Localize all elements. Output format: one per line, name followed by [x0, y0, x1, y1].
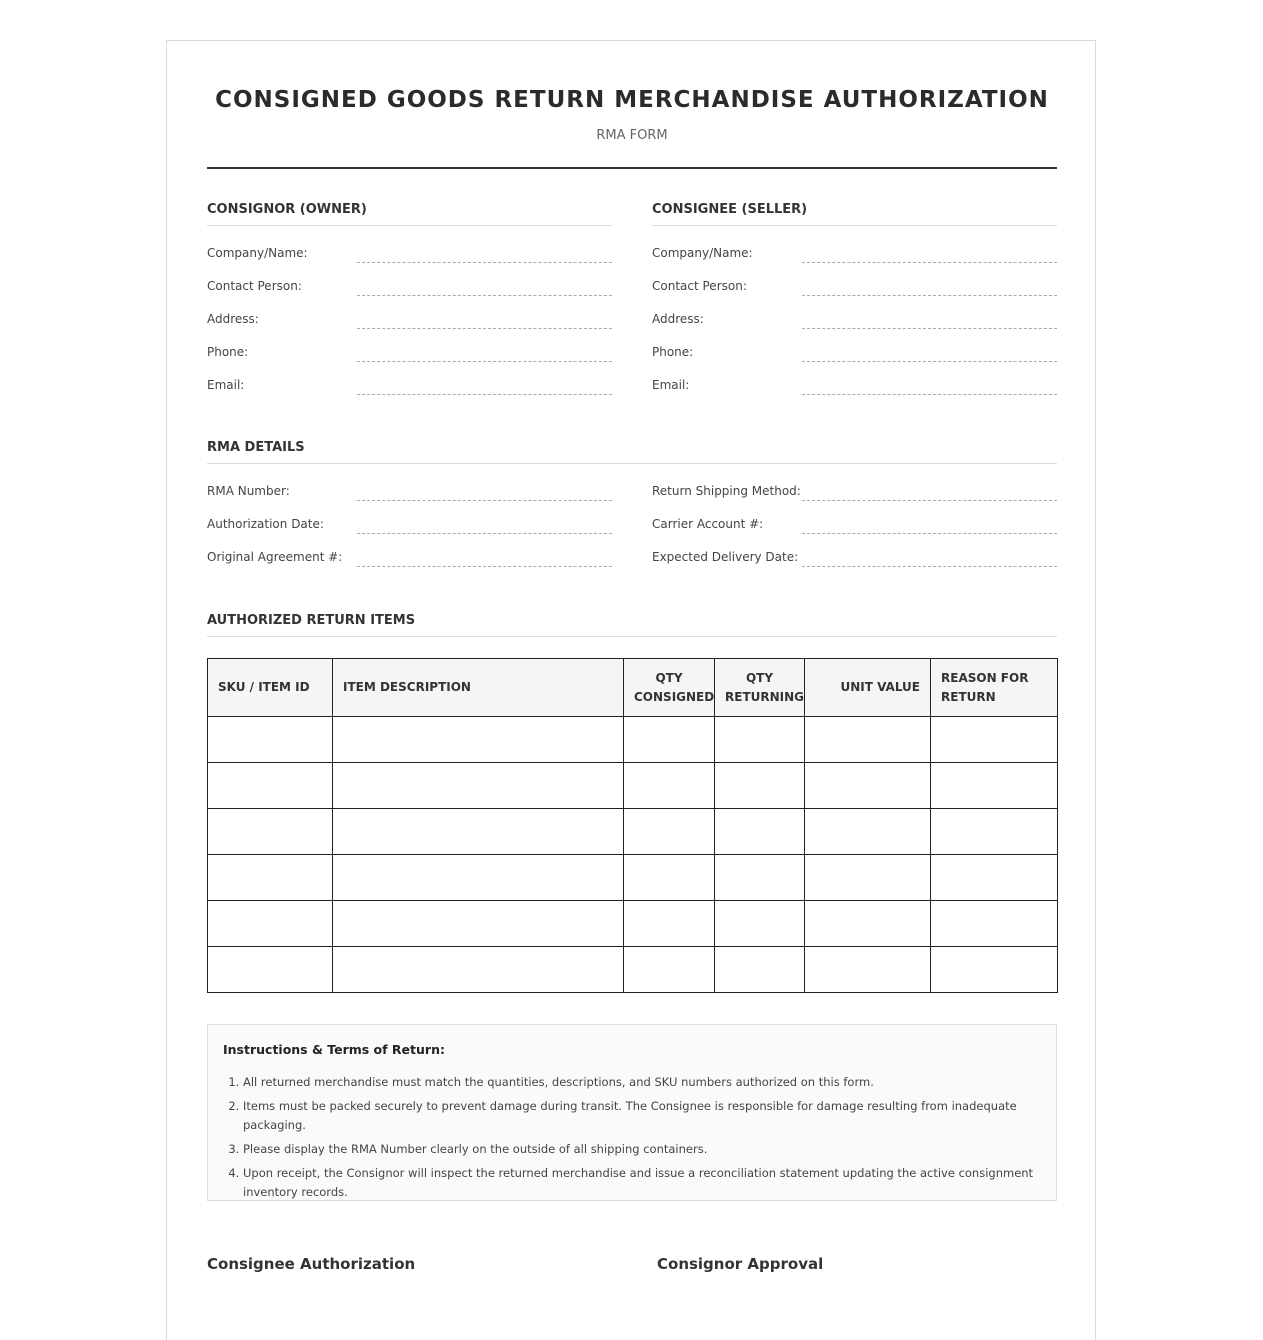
table-cell[interactable]: [333, 947, 624, 993]
table-cell[interactable]: [931, 809, 1058, 855]
header-divider: [207, 167, 1057, 169]
table-cell[interactable]: [208, 855, 333, 901]
table-cell[interactable]: [333, 901, 624, 947]
terms-list: [223, 1073, 1053, 1207]
col-header-qty-consigned: QTY CONSIGNED: [624, 659, 715, 717]
table-cell[interactable]: [805, 763, 931, 809]
carrier-account-field[interactable]: [802, 533, 1057, 534]
terms-item: 3. Please display the RMA Number clearly on the outside of all shipping containers.: [243, 1140, 1053, 1159]
consignor-phone-field[interactable]: [357, 361, 612, 362]
consignee-heading: CONSIGNEE (SELLER): [652, 202, 1057, 226]
col-header-sku: SKU / ITEM ID: [208, 659, 333, 717]
table-cell[interactable]: [931, 717, 1058, 763]
table-cell[interactable]: [624, 947, 715, 993]
terms-item: 2. Items must be packed securely to prevent damage during transit. The Consignee is responsible for damage resulting from inadequate packaging.: [243, 1097, 1053, 1135]
table-cell[interactable]: [333, 809, 624, 855]
table-cell[interactable]: [715, 901, 805, 947]
terms-item: 1. All returned merchandise must match the quantities, descriptions, and SKU numbers authorized on this form.: [243, 1073, 1053, 1092]
expected-delivery-label: Expected Delivery Date:: [652, 550, 799, 564]
col-header-qty-returning: QTY RETURNING: [715, 659, 805, 717]
consignee-company-field[interactable]: [802, 262, 1057, 263]
items-heading: AUTHORIZED RETURN ITEMS: [207, 613, 1057, 637]
table-cell[interactable]: [333, 717, 624, 763]
col-header-description: ITEM DESCRIPTION: [333, 659, 624, 717]
table-cell[interactable]: [805, 717, 931, 763]
rma-number-field[interactable]: [357, 500, 612, 501]
table-cell[interactable]: [208, 763, 333, 809]
consignee-phone-field[interactable]: [802, 361, 1057, 362]
col-header-reason: REASON FOR RETURN: [931, 659, 1058, 717]
authorization-date-field[interactable]: [357, 533, 612, 534]
table-cell[interactable]: [715, 947, 805, 993]
original-agreement-field[interactable]: [357, 566, 612, 567]
table-row: [208, 717, 1058, 763]
table-cell[interactable]: [208, 947, 333, 993]
table-cell[interactable]: [624, 901, 715, 947]
consignor-email-label: Email:: [207, 378, 245, 392]
consignor-contact-label: Contact Person:: [207, 279, 302, 293]
table-cell[interactable]: [805, 947, 931, 993]
shipping-method-field[interactable]: [802, 500, 1057, 501]
consignor-approval-heading: Consignor Approval: [657, 1255, 824, 1273]
consignor-company-field[interactable]: [357, 262, 612, 263]
table-cell[interactable]: [208, 717, 333, 763]
table-cell[interactable]: [715, 809, 805, 855]
col-header-unit-value: UNIT VALUE: [805, 659, 931, 717]
table-cell[interactable]: [333, 763, 624, 809]
form-subtitle: RMA FORM: [596, 128, 668, 143]
table-row: [208, 763, 1058, 809]
shipping-method-label: Return Shipping Method:: [652, 484, 801, 498]
table-header-row: [208, 659, 1058, 717]
table-cell[interactable]: [805, 901, 931, 947]
rma-form-page: [166, 40, 1096, 1340]
consignee-company-label: Company/Name:: [652, 246, 753, 260]
consignor-contact-field[interactable]: [357, 295, 612, 296]
form-title: CONSIGNED GOODS RETURN MERCHANDISE AUTHORIZATION: [215, 87, 1049, 113]
rma-details-heading: RMA DETAILS: [207, 440, 1057, 464]
table-cell[interactable]: [333, 855, 624, 901]
consignee-contact-label: Contact Person:: [652, 279, 747, 293]
consignee-phone-label: Phone:: [652, 345, 694, 359]
consignee-email-field[interactable]: [802, 394, 1057, 395]
table-cell[interactable]: [208, 901, 333, 947]
carrier-account-label: Carrier Account #:: [652, 517, 764, 531]
consignor-address-field[interactable]: [357, 328, 612, 329]
table-cell[interactable]: [805, 855, 931, 901]
table-cell[interactable]: [931, 855, 1058, 901]
consignor-heading: CONSIGNOR (OWNER): [207, 202, 612, 226]
consignor-address-label: Address:: [207, 312, 259, 326]
expected-delivery-field[interactable]: [802, 566, 1057, 567]
table-cell[interactable]: [931, 947, 1058, 993]
table-row: [208, 855, 1058, 901]
table-cell[interactable]: [805, 809, 931, 855]
consignor-phone-label: Phone:: [207, 345, 249, 359]
consignee-authorization-heading: Consignee Authorization: [207, 1255, 416, 1273]
consignee-contact-field[interactable]: [802, 295, 1057, 296]
table-cell[interactable]: [624, 763, 715, 809]
table-row: [208, 947, 1058, 993]
table-cell[interactable]: [931, 901, 1058, 947]
terms-item: 4. Upon receipt, the Consignor will inspect the returned merchandise and issue a reconciliation statement updating the active consignment inventory records.: [243, 1164, 1053, 1202]
consignor-email-field[interactable]: [357, 394, 612, 395]
terms-title: Instructions & Terms of Return:: [223, 1042, 445, 1057]
consignee-address-label: Address:: [652, 312, 704, 326]
return-items-table: [207, 658, 1058, 993]
table-cell[interactable]: [715, 717, 805, 763]
original-agreement-label: Original Agreement #:: [207, 550, 343, 564]
consignor-company-label: Company/Name:: [207, 246, 308, 260]
table-cell[interactable]: [715, 855, 805, 901]
rma-number-label: RMA Number:: [207, 484, 290, 498]
consignee-email-label: Email:: [652, 378, 690, 392]
authorization-date-label: Authorization Date:: [207, 517, 324, 531]
table-cell[interactable]: [208, 809, 333, 855]
consignee-address-field[interactable]: [802, 328, 1057, 329]
table-cell[interactable]: [624, 855, 715, 901]
terms-box: [207, 1024, 1057, 1201]
table-cell[interactable]: [715, 763, 805, 809]
table-cell[interactable]: [931, 763, 1058, 809]
table-cell[interactable]: [624, 809, 715, 855]
table-row: [208, 809, 1058, 855]
table-row: [208, 901, 1058, 947]
table-cell[interactable]: [624, 717, 715, 763]
